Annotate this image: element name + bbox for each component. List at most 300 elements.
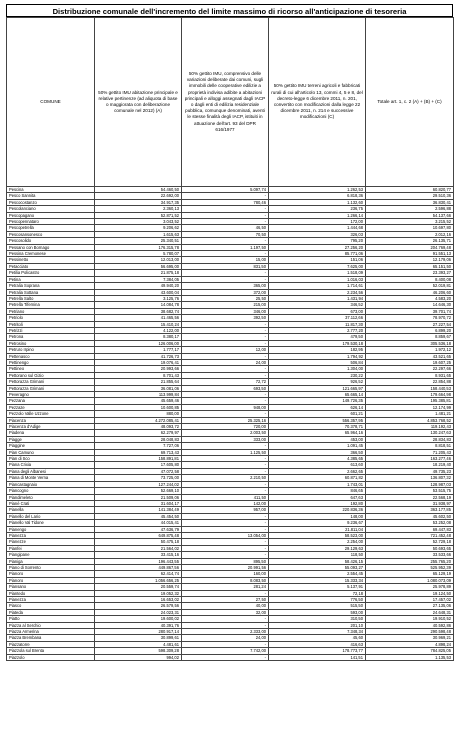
value-cell: 673,00 bbox=[269, 308, 366, 314]
comune-name-cell: Pescosolido bbox=[7, 238, 95, 244]
total-cell: 43.521,65 bbox=[366, 353, 454, 359]
value-cell: - bbox=[182, 238, 269, 244]
value-cell: 19.600,02 bbox=[95, 616, 182, 622]
total-cell: 26.135,71 bbox=[366, 238, 454, 244]
value-cell: 126.006,00 bbox=[95, 340, 182, 346]
value-cell: 626,14 bbox=[269, 404, 366, 410]
value-cell: 15,00 bbox=[182, 257, 269, 263]
value-cell: 160,00 bbox=[182, 571, 269, 577]
value-cell: - bbox=[182, 590, 269, 596]
total-cell: 1.080.073,09 bbox=[366, 577, 454, 583]
total-cell: 52.019,81 bbox=[366, 283, 454, 289]
value-cell: 48.093,72 bbox=[95, 424, 182, 430]
comune-name-cell: Pezzana bbox=[7, 398, 95, 404]
value-cell: 50.475,18 bbox=[95, 539, 182, 545]
value-cell: - bbox=[182, 520, 269, 526]
total-cell: 29.510,36 bbox=[366, 193, 454, 199]
total-cell: 8.818,51 bbox=[366, 443, 454, 449]
total-cell: 45.602,50 bbox=[366, 513, 454, 519]
total-cell: 179.664,98 bbox=[366, 392, 454, 398]
value-cell: 46,50 bbox=[182, 225, 269, 231]
value-cell: 720,00 bbox=[182, 424, 269, 430]
comune-name-cell: Pian di Sco bbox=[7, 456, 95, 462]
total-cell: 54.137,66 bbox=[366, 212, 454, 218]
value-cell: 780,46 bbox=[182, 199, 269, 205]
value-cell: 693,50 bbox=[182, 385, 269, 391]
comune-name-cell: Piazzolo bbox=[7, 654, 95, 660]
comune-name-cell: Pescopennataro bbox=[7, 219, 95, 225]
value-cell: 372,00 bbox=[182, 289, 269, 295]
value-cell: - bbox=[182, 411, 269, 417]
comune-name-cell: Petralia Sottana bbox=[7, 289, 95, 295]
value-cell: 20.991,56 bbox=[182, 564, 269, 570]
value-cell: - bbox=[182, 366, 269, 372]
comune-name-cell: Piateda bbox=[7, 609, 95, 615]
value-cell: 178.773,77 bbox=[269, 648, 366, 654]
comune-name-cell: Pescopagano bbox=[7, 212, 95, 218]
value-cell: - bbox=[182, 456, 269, 462]
value-cell: 2.003,50 bbox=[182, 430, 269, 436]
comune-name-cell: Piangipane bbox=[7, 552, 95, 558]
document-title: Distribuzione comunale dell'incremento del limite massimo di ricorso all'anticipazione di tesoreria bbox=[6, 4, 453, 17]
value-cell: 21.875,18 bbox=[95, 270, 182, 276]
table-header bbox=[7, 18, 454, 187]
value-cell: 45.454,50 bbox=[95, 513, 182, 519]
value-cell: 27.256,20 bbox=[269, 244, 366, 250]
comune-name-cell: Piansano bbox=[7, 584, 95, 590]
value-cell: 449.867,56 bbox=[95, 564, 182, 570]
value-cell: 365,00 bbox=[182, 283, 269, 289]
comune-name-cell: Piancogno bbox=[7, 488, 95, 494]
comune-name-cell: Pessinetto bbox=[7, 257, 95, 263]
total-cell: 23.393,27 bbox=[366, 270, 454, 276]
total-cell: 39.701,74 bbox=[366, 308, 454, 314]
value-cell: - bbox=[182, 513, 269, 519]
value-cell: 5.137,91 bbox=[269, 584, 366, 590]
value-cell: 15.333,34 bbox=[269, 577, 366, 583]
total-cell: 8.931,65 bbox=[366, 372, 454, 378]
total-cell: 19.124,50 bbox=[366, 590, 454, 596]
total-cell: 71.205,43 bbox=[366, 449, 454, 455]
total-cell: 22.297,66 bbox=[366, 366, 454, 372]
value-cell: 2.234,56 bbox=[269, 289, 366, 295]
value-cell: 2.210,50 bbox=[182, 475, 269, 481]
comune-name-cell: Piana degli Albanesi bbox=[7, 468, 95, 474]
total-cell: 4.853.768,52 bbox=[366, 417, 454, 423]
value-cell: - bbox=[182, 468, 269, 474]
total-cell: 195.385,81 bbox=[366, 398, 454, 404]
value-cell: 1.714,61 bbox=[269, 283, 366, 289]
value-cell: 118,50 bbox=[269, 552, 366, 558]
header-col-b: 50% gettito IMU, comprensivo delle variazioni deliberate dai comuni, sugli immobili delle cooperative edilizie a proprietà indivisa adibite a abitazioni principali e alloggi assegnati dagli IACP o dagli enti di edilizia residenziale pubblica, comunque denominati, aventi le stesse finalità degli IACP, istituiti in attuazione dell'art. 93 del DPR 616/1977 bbox=[182, 18, 269, 187]
value-cell: 149.726,35 bbox=[269, 398, 366, 404]
comune-name-cell: Petrella Salto bbox=[7, 295, 95, 301]
value-cell: 47.636,79 bbox=[95, 526, 182, 532]
value-cell: 776,50 bbox=[269, 597, 366, 603]
total-cell: 10.697,80 bbox=[366, 225, 454, 231]
comune-name-cell: Petilia Policastro bbox=[7, 270, 95, 276]
total-cell: 65.129,19 bbox=[366, 571, 454, 577]
value-cell: 30.899,61 bbox=[95, 635, 182, 641]
value-cell: 40.391,76 bbox=[95, 622, 182, 628]
value-cell: 647,63 bbox=[269, 494, 366, 500]
total-cell: 28.834,83 bbox=[366, 436, 454, 442]
value-cell: 2.554,45 bbox=[269, 571, 366, 577]
value-cell: 795,20 bbox=[269, 238, 366, 244]
value-cell: 1.777,17 bbox=[95, 347, 182, 353]
value-cell: - bbox=[182, 327, 269, 333]
value-cell: 40,00 bbox=[182, 603, 269, 609]
value-cell: 121.665,97 bbox=[269, 385, 366, 391]
value-cell: 1.743,01 bbox=[269, 481, 366, 487]
comune-name-cell: Piazza al Serchio bbox=[7, 622, 95, 628]
value-cell: 151,06 bbox=[269, 257, 366, 263]
comune-name-cell: Piana di Monte Verna bbox=[7, 475, 95, 481]
comune-name-cell: Petacciato bbox=[7, 263, 95, 269]
value-cell: 6.818,36 bbox=[269, 193, 366, 199]
comune-name-cell: Pianezza bbox=[7, 532, 95, 538]
comune-name-cell: Pettorazza Grimani bbox=[7, 385, 95, 391]
total-cell: 525.952,39 bbox=[366, 564, 454, 570]
total-cell: 130.247,63 bbox=[366, 430, 454, 436]
value-cell: - bbox=[182, 251, 269, 257]
value-cell: 1.615,63 bbox=[95, 231, 182, 237]
value-cell: 65.665,14 bbox=[269, 392, 366, 398]
table-row bbox=[7, 654, 454, 660]
value-cell: 1.132,60 bbox=[269, 199, 366, 205]
value-cell: 60.871,82 bbox=[269, 475, 366, 481]
comune-name-cell: Piazzola sul Brenta bbox=[7, 648, 95, 654]
comune-name-cell: Piaggine bbox=[7, 443, 95, 449]
value-cell: 54.460,50 bbox=[95, 187, 182, 193]
value-cell: 8.701,43 bbox=[95, 372, 182, 378]
value-cell: 926,52 bbox=[269, 379, 366, 385]
total-cell: 60.820,77 bbox=[366, 187, 454, 193]
comune-name-cell: Petritoli bbox=[7, 321, 95, 327]
value-cell: 7.625,00 bbox=[269, 263, 366, 269]
total-cell: 6.899,20 bbox=[366, 327, 454, 333]
value-cell: - bbox=[182, 488, 269, 494]
value-cell: 948,00 bbox=[182, 404, 269, 410]
value-cell: - bbox=[182, 654, 269, 660]
comune-name-cell: Petrona bbox=[7, 334, 95, 340]
total-cell: 27.227,54 bbox=[366, 321, 454, 327]
value-cell: 12.013,00 bbox=[95, 257, 182, 263]
value-cell: 2.777,20 bbox=[269, 327, 366, 333]
total-cell: 19.910,52 bbox=[366, 616, 454, 622]
comune-name-cell: Piazzatorre bbox=[7, 641, 95, 647]
comune-name-cell: Pianello Val Tidone bbox=[7, 520, 95, 526]
value-cell: 15.410,24 bbox=[95, 321, 182, 327]
value-cell: 32,00 bbox=[182, 609, 269, 615]
value-cell: 41.465,56 bbox=[95, 315, 182, 321]
value-cell: 36.081,06 bbox=[95, 385, 182, 391]
value-cell: 1.197,50 bbox=[182, 244, 269, 250]
header-col-c: 50% gettito IMU terreni agricoli e fabbricati rurali di cui all'articolo 13, commi 4, 5 e 8, del decreto-legge 6 dicembre 2011, n. 201, convertito con modificazioni dalla legge 22 dicembre 2011, n. 214 e successive modificazioni (C) bbox=[269, 18, 366, 187]
value-cell: 598.309,28 bbox=[95, 648, 182, 654]
comune-name-cell: Petriolo bbox=[7, 315, 95, 321]
value-cell: 1.794,92 bbox=[269, 353, 366, 359]
total-cell: 91.551,13 bbox=[366, 251, 454, 257]
total-cell: 25.978,89 bbox=[366, 584, 454, 590]
value-cell: - bbox=[182, 340, 269, 346]
comune-name-cell: Petrella Tifernina bbox=[7, 302, 95, 308]
value-cell: 65.964,16 bbox=[269, 430, 366, 436]
value-cell: 7.384,05 bbox=[95, 276, 182, 282]
total-cell: 18.219,40 bbox=[366, 462, 454, 468]
total-cell: 204.769,48 bbox=[366, 244, 454, 250]
value-cell: 4.481,61 bbox=[95, 641, 182, 647]
total-cell: 3.215,52 bbox=[366, 219, 454, 225]
value-cell: 7.742,00 bbox=[182, 648, 269, 654]
total-cell: 14.646,30 bbox=[366, 302, 454, 308]
total-cell: 128.987,03 bbox=[366, 481, 454, 487]
value-cell: 14.084,78 bbox=[95, 302, 182, 308]
value-cell: 649.875,48 bbox=[95, 532, 182, 538]
value-cell: 831,50 bbox=[182, 263, 269, 269]
value-cell: 20.993,66 bbox=[95, 366, 182, 372]
value-cell: 38.682,74 bbox=[95, 308, 182, 314]
value-cell: 179.530,18 bbox=[269, 340, 366, 346]
total-cell: 36.830,41 bbox=[366, 199, 454, 205]
value-cell: 613,60 bbox=[269, 462, 366, 468]
value-cell: 895,50 bbox=[182, 558, 269, 564]
total-cell: 1.481,21 bbox=[366, 411, 454, 417]
value-cell: - bbox=[182, 622, 269, 628]
comune-name-cell: Pianezza bbox=[7, 597, 95, 603]
value-cell: 25,50 bbox=[182, 295, 269, 301]
value-cell: - bbox=[182, 321, 269, 327]
value-cell: 4.385,65 bbox=[269, 456, 366, 462]
value-cell: 515,50 bbox=[269, 603, 366, 609]
comune-name-cell: Pescopetrella bbox=[7, 225, 95, 231]
value-cell: 1.056.656,25 bbox=[95, 577, 182, 583]
value-cell: 127.244,02 bbox=[95, 481, 182, 487]
value-cell: - bbox=[182, 392, 269, 398]
value-cell: 28.048,83 bbox=[95, 436, 182, 442]
header-col-a: 50% gettito IMU abitazione principale e relative pertinenze (ad aliquota di base o maggiorata con deliberazione comunale nel 2012) (A) bbox=[95, 18, 182, 187]
value-cell: 70,50 bbox=[182, 231, 269, 237]
total-cell: 69.447,83 bbox=[366, 526, 454, 532]
value-cell: 19.076,41 bbox=[95, 359, 182, 365]
comune-name-cell: Pessina Cremonese bbox=[7, 251, 95, 257]
comune-name-cell: Petralia Soprana bbox=[7, 283, 95, 289]
total-cell: 136.807,32 bbox=[366, 475, 454, 481]
value-cell: 5.097,74 bbox=[182, 187, 269, 193]
value-cell: 1.125,50 bbox=[182, 449, 269, 455]
value-cell: 22.692,00 bbox=[95, 193, 182, 199]
total-cell: 721.452,48 bbox=[366, 532, 454, 538]
value-cell: 1.518,09 bbox=[269, 270, 366, 276]
value-cell: 506,84 bbox=[269, 359, 366, 365]
comune-name-cell: Pettorazza Grimani bbox=[7, 379, 95, 385]
comune-name-cell: Petrosino bbox=[7, 340, 95, 346]
comune-name-cell: Petina bbox=[7, 276, 95, 282]
comune-name-cell: Pianoro bbox=[7, 577, 95, 583]
value-cell: - bbox=[182, 539, 269, 545]
comune-name-cell: Pettinengo bbox=[7, 359, 95, 365]
total-cell: 53.252,08 bbox=[366, 520, 454, 526]
value-cell: 21.564,02 bbox=[95, 545, 182, 551]
value-cell: 196.443,55 bbox=[95, 558, 182, 564]
comune-name-cell: Petriano bbox=[7, 308, 95, 314]
comune-name-cell: Piatto bbox=[7, 616, 95, 622]
comune-name-cell: Piantedo bbox=[7, 590, 95, 596]
value-cell: 72,18 bbox=[269, 590, 366, 596]
value-cell: 62.414,74 bbox=[95, 571, 182, 577]
total-cell: 22.854,88 bbox=[366, 379, 454, 385]
comune-name-cell: Pianengo bbox=[7, 526, 95, 532]
value-cell: 45.659,46 bbox=[95, 398, 182, 404]
comune-name-cell: Pianfei bbox=[7, 545, 95, 551]
value-cell: 24,00 bbox=[182, 635, 269, 641]
comune-name-cell: Piano di Sorrento bbox=[7, 564, 95, 570]
value-cell: 957,00 bbox=[182, 507, 269, 513]
comune-name-cell: Piazza Brembana bbox=[7, 635, 95, 641]
value-cell: - bbox=[182, 545, 269, 551]
value-cell: 24,00 bbox=[182, 359, 269, 365]
total-cell: 50.693,65 bbox=[366, 545, 454, 551]
value-cell: 2.662,65 bbox=[269, 468, 366, 474]
total-cell: 31.938,97 bbox=[366, 500, 454, 506]
value-cell: 4.122,00 bbox=[95, 327, 182, 333]
value-cell: - bbox=[182, 443, 269, 449]
total-cell: 17.457,02 bbox=[366, 597, 454, 603]
comune-name-cell: Pettineo bbox=[7, 366, 95, 372]
comune-name-cell: Pettorano sul Gizio bbox=[7, 372, 95, 378]
value-cell: 1.016,03 bbox=[269, 276, 366, 282]
total-cell: 305.536,18 bbox=[366, 340, 454, 346]
comune-name-cell: Pianiga bbox=[7, 558, 95, 564]
total-cell: 12.179,06 bbox=[366, 257, 454, 263]
value-cell: 148,00 bbox=[269, 513, 366, 519]
total-cell: 163.277,46 bbox=[366, 456, 454, 462]
value-cell: - bbox=[182, 641, 269, 647]
value-cell: 33.415,16 bbox=[95, 552, 182, 558]
value-cell: 158.891,81 bbox=[95, 456, 182, 462]
comune-name-cell: Pezzaze bbox=[7, 404, 95, 410]
value-cell: 220.836,36 bbox=[269, 507, 366, 513]
value-cell: - bbox=[182, 270, 269, 276]
value-cell: 1.266,14 bbox=[269, 212, 366, 218]
value-cell: 19.052,32 bbox=[95, 590, 182, 596]
value-cell: 41.726,73 bbox=[95, 353, 182, 359]
comune-name-cell: Pianè Crati bbox=[7, 500, 95, 506]
value-cell: 85.771,06 bbox=[269, 251, 366, 257]
total-cell: 255.765,20 bbox=[366, 558, 454, 564]
comune-name-cell: Pezzolo Valle Uzzone bbox=[7, 411, 95, 417]
value-cell: 113.999,84 bbox=[95, 392, 182, 398]
value-cell: 8.083,50 bbox=[182, 577, 269, 583]
value-cell: - bbox=[182, 353, 269, 359]
comune-name-cell: Pescolanciano bbox=[7, 206, 95, 212]
value-cell: 601,21 bbox=[269, 411, 366, 417]
total-cell: 290.598,48 bbox=[366, 629, 454, 635]
value-cell: 9.206,62 bbox=[95, 225, 182, 231]
value-cell: 411,50 bbox=[182, 494, 269, 500]
value-cell: 72,72 bbox=[182, 379, 269, 385]
value-cell: 2.333,00 bbox=[182, 629, 269, 635]
value-cell: 281,24 bbox=[182, 584, 269, 590]
value-cell: - bbox=[182, 526, 269, 532]
value-cell: 20.559,74 bbox=[95, 584, 182, 590]
value-cell: - bbox=[182, 219, 269, 225]
value-cell: 16.653,02 bbox=[95, 597, 182, 603]
value-cell: 172,00 bbox=[269, 219, 366, 225]
comune-name-cell: Piagge bbox=[7, 436, 95, 442]
value-cell: 17.605,80 bbox=[95, 462, 182, 468]
comune-name-cell: Pian Camuno bbox=[7, 449, 95, 455]
value-cell: 7.727,06 bbox=[95, 443, 182, 449]
total-cell: 158.440,53 bbox=[366, 385, 454, 391]
value-cell: 1.431,94 bbox=[269, 295, 366, 301]
table-body bbox=[7, 187, 454, 661]
value-cell: 21.811,04 bbox=[269, 526, 366, 532]
comune-name-cell: Piandimeleto bbox=[7, 494, 95, 500]
comune-name-cell: Piazza Armerina bbox=[7, 629, 95, 635]
total-cell: 30.969,21 bbox=[366, 635, 454, 641]
value-cell: 11.817,30 bbox=[269, 321, 366, 327]
value-cell: 31.604,17 bbox=[95, 500, 182, 506]
value-cell: - bbox=[182, 372, 269, 378]
value-cell: 141.384,49 bbox=[95, 507, 182, 513]
value-cell: 2.360,13 bbox=[95, 206, 182, 212]
value-cell: 182,95 bbox=[269, 347, 366, 353]
total-cell: 784.825,05 bbox=[366, 648, 454, 654]
total-cell: 53.515,75 bbox=[366, 488, 454, 494]
value-cell: 280.917,14 bbox=[95, 629, 182, 635]
value-cell: 45,60 bbox=[269, 635, 366, 641]
total-cell: 40.592,86 bbox=[366, 622, 454, 628]
value-cell: 215,00 bbox=[182, 302, 269, 308]
value-cell: 3.125,76 bbox=[95, 295, 182, 301]
value-cell: 1.091,45 bbox=[269, 443, 366, 449]
total-cell: 78.970,72 bbox=[366, 315, 454, 321]
header-row bbox=[7, 18, 454, 187]
value-cell: 1.304,00 bbox=[269, 366, 366, 372]
value-cell: 7.348,34 bbox=[269, 629, 366, 635]
value-cell: 880,00 bbox=[95, 411, 182, 417]
total-cell: 2.012,16 bbox=[366, 231, 454, 237]
value-cell: 27,50 bbox=[182, 597, 269, 603]
value-cell: 21.855,64 bbox=[95, 379, 182, 385]
total-cell: 8.400,08 bbox=[366, 276, 454, 282]
comune-name-cell: Petruro Irpino bbox=[7, 347, 95, 353]
total-cell: 8.859,67 bbox=[366, 334, 454, 340]
total-cell: 65.151,50 bbox=[366, 263, 454, 269]
value-cell: 55.093,27 bbox=[269, 564, 366, 570]
comune-name-cell: Piacenza d'Adige bbox=[7, 424, 95, 430]
value-cell: 141,51 bbox=[269, 654, 366, 660]
value-cell: 70.378,71 bbox=[269, 424, 366, 430]
value-cell: - bbox=[182, 552, 269, 558]
comune-name-cell: Pescocostanzo bbox=[7, 199, 95, 205]
value-cell: 56.695,00 bbox=[95, 263, 182, 269]
value-cell: 366,50 bbox=[269, 449, 366, 455]
value-cell: - bbox=[182, 193, 269, 199]
value-cell: 479,50 bbox=[269, 334, 366, 340]
comune-name-cell: Piasco bbox=[7, 603, 95, 609]
comune-name-cell: Pianoro bbox=[7, 571, 95, 577]
value-cell: 176.315,78 bbox=[95, 244, 182, 250]
value-cell: - bbox=[182, 276, 269, 282]
value-cell: 44.015,41 bbox=[95, 520, 182, 526]
value-cell: 25.340,51 bbox=[95, 238, 182, 244]
value-cell: 310,50 bbox=[269, 616, 366, 622]
comune-name-cell: Piancastagnaio bbox=[7, 481, 95, 487]
comune-name-cell: Pettenasco bbox=[7, 353, 95, 359]
value-cell: 416,63 bbox=[269, 641, 366, 647]
